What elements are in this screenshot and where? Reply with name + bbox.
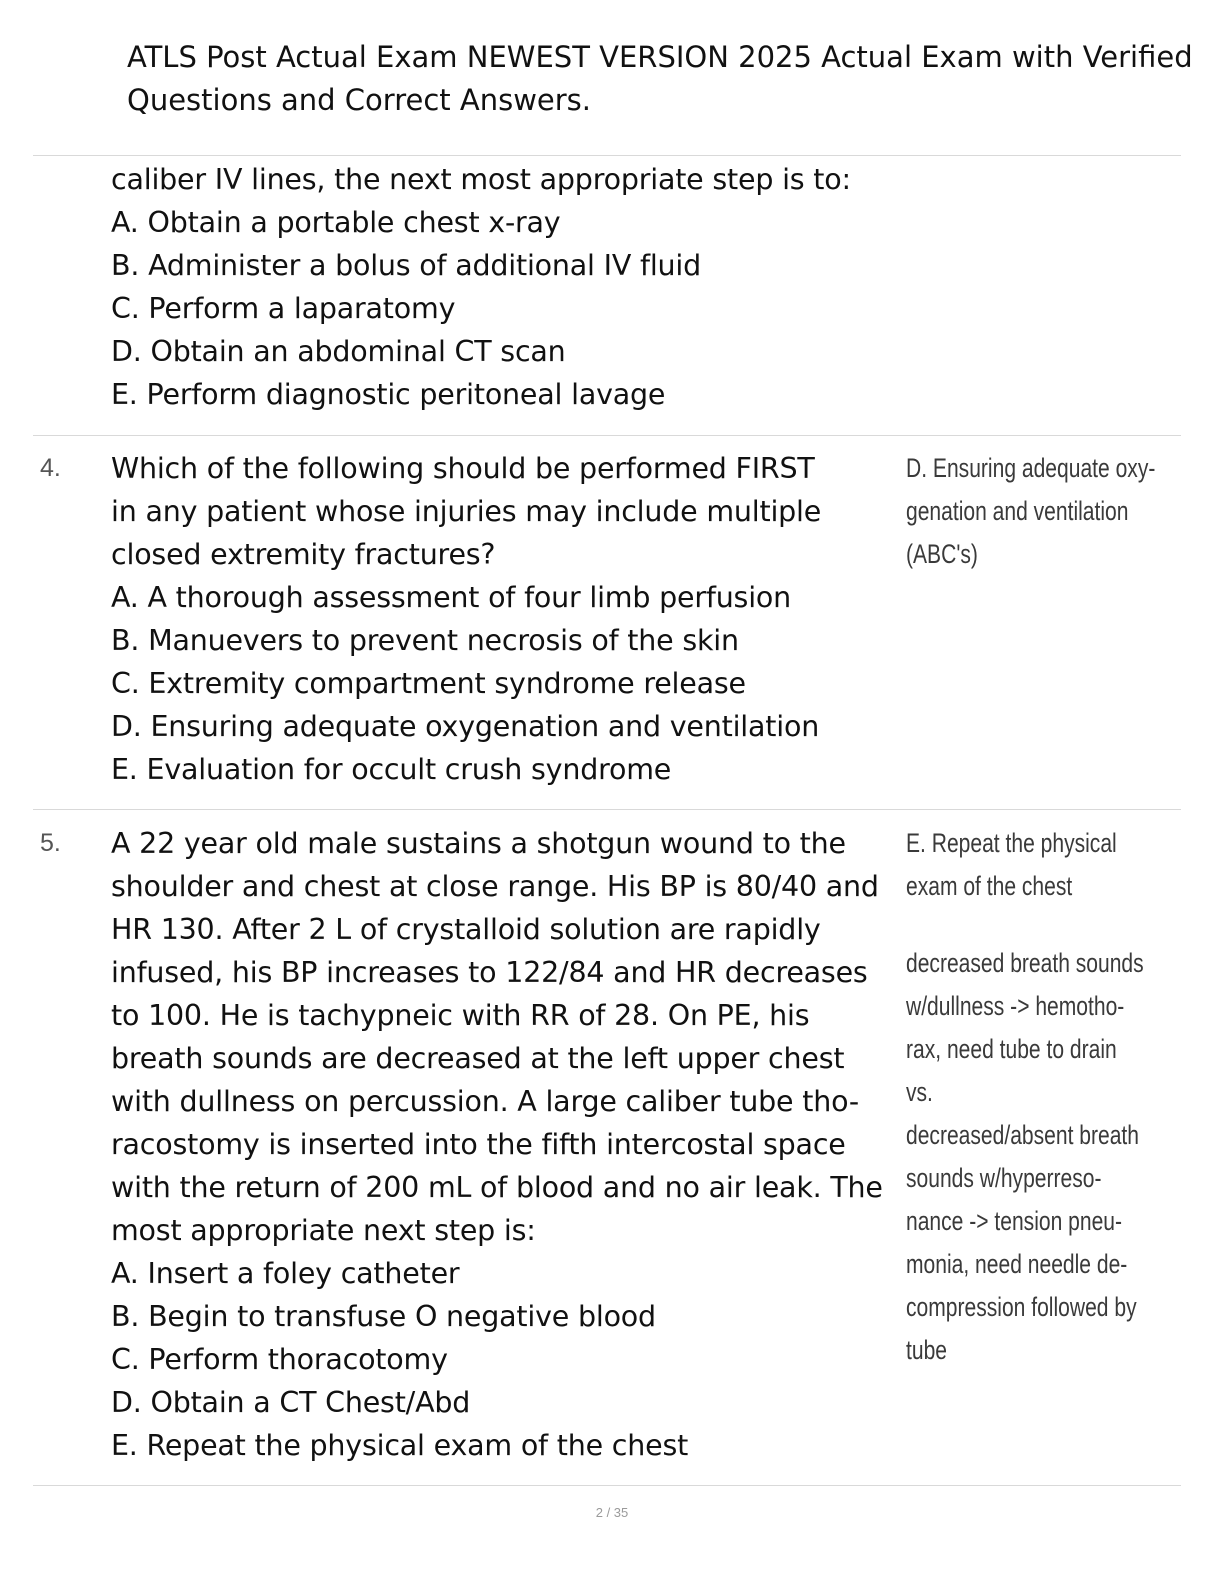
answer-note-line: w/dullness -> hemotho- xyxy=(906,991,1125,1021)
question-number-5: 5. xyxy=(40,829,61,857)
question-number-4: 4. xyxy=(40,454,61,482)
divider xyxy=(33,155,1181,156)
question-line: infused, his BP increases to 122/84 and HR decreases xyxy=(111,956,868,989)
answer-spacer xyxy=(906,908,1176,942)
option-b: B. Begin to transfuse O negative blood xyxy=(111,1300,656,1333)
answer-note-line: decreased breath sounds xyxy=(906,948,1144,978)
answer-line: E. Repeat the physical xyxy=(906,828,1117,858)
header-title-line-2: Questions and Correct Answers. xyxy=(127,83,592,117)
answer-note-line: rax, need tube to drain xyxy=(906,1034,1117,1064)
header-title-line-1: ATLS Post Actual Exam NEWEST VERSION 2025 Actual Exam with Verified xyxy=(127,40,1193,74)
document-header xyxy=(127,36,1217,122)
option-e: E. Evaluation for occult crush syndrome xyxy=(111,753,672,786)
question-4-text xyxy=(111,447,901,791)
answer-note-line: monia, need needle de- xyxy=(906,1249,1128,1279)
option-b: B. Manuevers to prevent necrosis of the skin xyxy=(111,624,739,657)
option-c: C. Perform a laparatomy xyxy=(111,292,456,325)
option-e: E. Perform diagnostic peritoneal lavage xyxy=(111,378,666,411)
answer-line: genation and ventilation xyxy=(906,496,1129,526)
question-5-text xyxy=(111,822,901,1467)
question-line: HR 130. After 2 L of crystalloid solution are rapidly xyxy=(111,913,821,946)
option-d: D. Obtain a CT Chest/Abd xyxy=(111,1386,471,1419)
option-b: B. Administer a bolus of additional IV fluid xyxy=(111,249,702,282)
question-4-answer xyxy=(906,447,1176,576)
question-line: A 22 year old male sustains a shotgun wound to the xyxy=(111,827,846,860)
continued-question-text xyxy=(111,158,901,416)
question-line: shoulder and chest at close range. His BP is 80/40 and xyxy=(111,870,879,903)
question-line: closed extremity fractures? xyxy=(111,538,496,571)
page-number: 2 / 35 xyxy=(595,1505,629,1520)
answer-note-line: sounds w/hyperreso- xyxy=(906,1163,1102,1193)
question-line: Which of the following should be performed FIRST xyxy=(111,452,815,485)
answer-note-line: decreased/absent breath xyxy=(906,1120,1140,1150)
question-line: most appropriate next step is: xyxy=(111,1214,536,1247)
option-a: A. A thorough assessment of four limb perfusion xyxy=(111,581,792,614)
question-5-answer xyxy=(906,822,1176,1372)
option-a: A. Obtain a portable chest x-ray xyxy=(111,206,561,239)
answer-note-line: nance -> tension pneu- xyxy=(906,1206,1123,1236)
option-d: D. Obtain an abdominal CT scan xyxy=(111,335,566,368)
answer-note-line: compression followed by xyxy=(906,1292,1137,1322)
answer-note-line: vs. xyxy=(906,1077,933,1107)
question-line: with dullness on percussion. A large caliber tube tho- xyxy=(111,1085,859,1118)
question-line: with the return of 200 mL of blood and no air leak. The xyxy=(111,1171,883,1204)
answer-line: (ABC's) xyxy=(906,539,978,569)
option-c: C. Extremity compartment syndrome release xyxy=(111,667,746,700)
answer-line: exam of the chest xyxy=(906,871,1073,901)
question-line: racostomy is inserted into the fifth intercostal space xyxy=(111,1128,846,1161)
question-line: to 100. He is tachypneic with RR of 28. On PE, his xyxy=(111,999,810,1032)
option-a: A. Insert a foley catheter xyxy=(111,1257,460,1290)
divider xyxy=(33,809,1181,810)
answer-line: D. Ensuring adequate oxy- xyxy=(906,453,1156,483)
question-line: caliber IV lines, the next most appropriate step is to: xyxy=(111,163,851,196)
question-line: breath sounds are decreased at the left upper chest xyxy=(111,1042,845,1075)
divider xyxy=(33,1485,1181,1486)
question-line: in any patient whose injuries may include multiple xyxy=(111,495,822,528)
divider xyxy=(33,435,1181,436)
option-c: C. Perform thoracotomy xyxy=(111,1343,448,1376)
option-d: D. Ensuring adequate oxygenation and ventilation xyxy=(111,710,820,743)
option-e: E. Repeat the physical exam of the chest xyxy=(111,1429,689,1462)
answer-note-line: tube xyxy=(906,1335,947,1365)
